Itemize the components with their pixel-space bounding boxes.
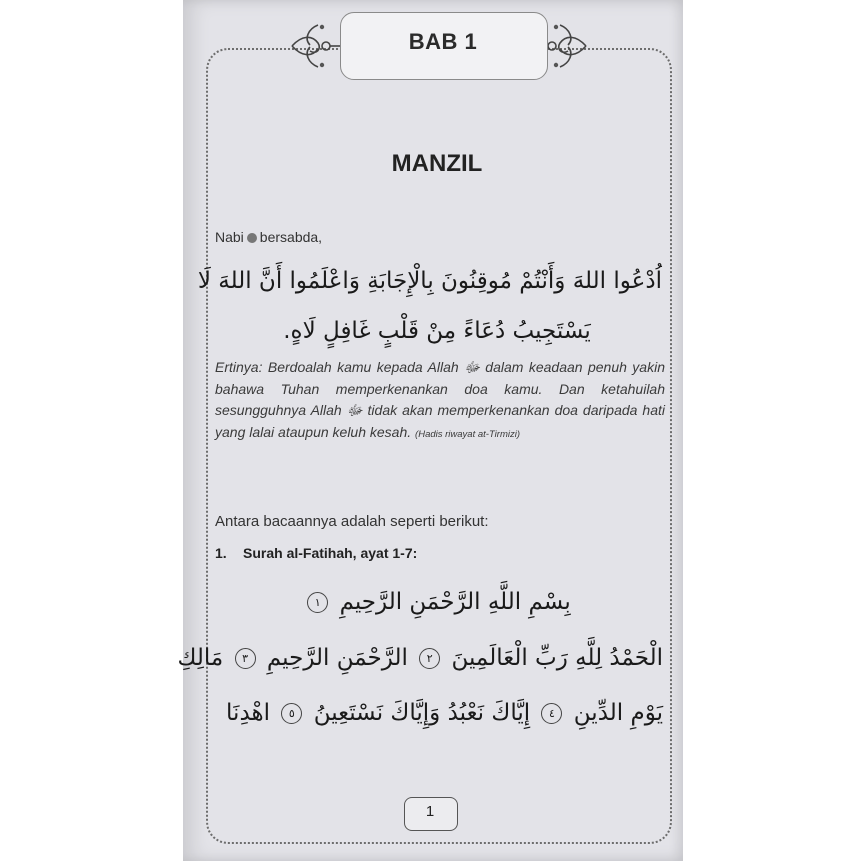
chapter-number-title: BAB 1 xyxy=(408,29,478,54)
page-number: 1 xyxy=(425,803,435,820)
list-item-number: 1. xyxy=(215,545,227,561)
quran-text: اهْدِنَا xyxy=(226,700,271,726)
ayah-marker: ١ xyxy=(307,592,328,613)
hadith-translation xyxy=(215,357,665,445)
lead-text: Antara bacaannya adalah seperti berikut: xyxy=(215,513,489,530)
intro-text-a: Nabi xyxy=(215,229,244,245)
ayah-marker: ٢ xyxy=(419,648,440,669)
quran-text: يَوْمِ الدِّينِ xyxy=(573,700,663,726)
hadith-intro xyxy=(215,229,322,245)
quran-text: إِيَّاكَ نَعْبُدُ وَإِيَّاكَ نَسْتَعِينُ xyxy=(313,700,531,726)
ayah-marker: ٥ xyxy=(281,703,302,724)
quran-text: بِسْمِ اللَّهِ الرَّحْمَنِ الرَّحِيمِ xyxy=(339,589,571,615)
list-item xyxy=(215,545,417,561)
translation-text: Ertinya: Berdoalah kamu kepada Allah ﷻ dalam keadaan penuh yakin bahawa Tuhan memperkenankan doa kamu. Dan ketahuilah sesungguhnya Allah ﷻ tidak akan memperkenankan doa daripada hati yang lalai ataupun keluh kesah. xyxy=(215,359,666,440)
quran-line-1 xyxy=(212,589,662,615)
hadith-arabic-line-2: يَسْتَجِيبُ دُعَاءً مِنْ قَلْبٍ غَافِلٍ لَاهٍ. xyxy=(283,318,591,344)
honorific-icon xyxy=(247,233,257,243)
quran-line-3 xyxy=(205,700,663,726)
quran-line-2 xyxy=(177,645,663,671)
quran-text: الْحَمْدُ لِلَّهِ رَبِّ الْعَالَمِينَ xyxy=(451,645,663,671)
list-item-label: Surah al-Fatihah, ayat 1-7: xyxy=(243,545,418,561)
quran-text: مَالِكِ xyxy=(177,645,224,671)
quran-text: الرَّحْمَنِ الرَّحِيمِ xyxy=(266,645,408,671)
intro-text-b: bersabda, xyxy=(259,229,323,245)
hadith-arabic-line-1: اُدْعُوا اللهَ وَأَنْتُمْ مُوقِنُونَ بِالْإِجَابَةِ وَاعْلَمُوا أَنَّ اللهَ لَا xyxy=(197,268,662,294)
ayah-marker: ٣ xyxy=(235,648,256,669)
chapter-title: MANZIL xyxy=(391,150,483,177)
ayah-marker: ٤ xyxy=(541,703,562,724)
hadith-source: (Hadis riwayat at-Tirmizi) xyxy=(415,428,520,440)
